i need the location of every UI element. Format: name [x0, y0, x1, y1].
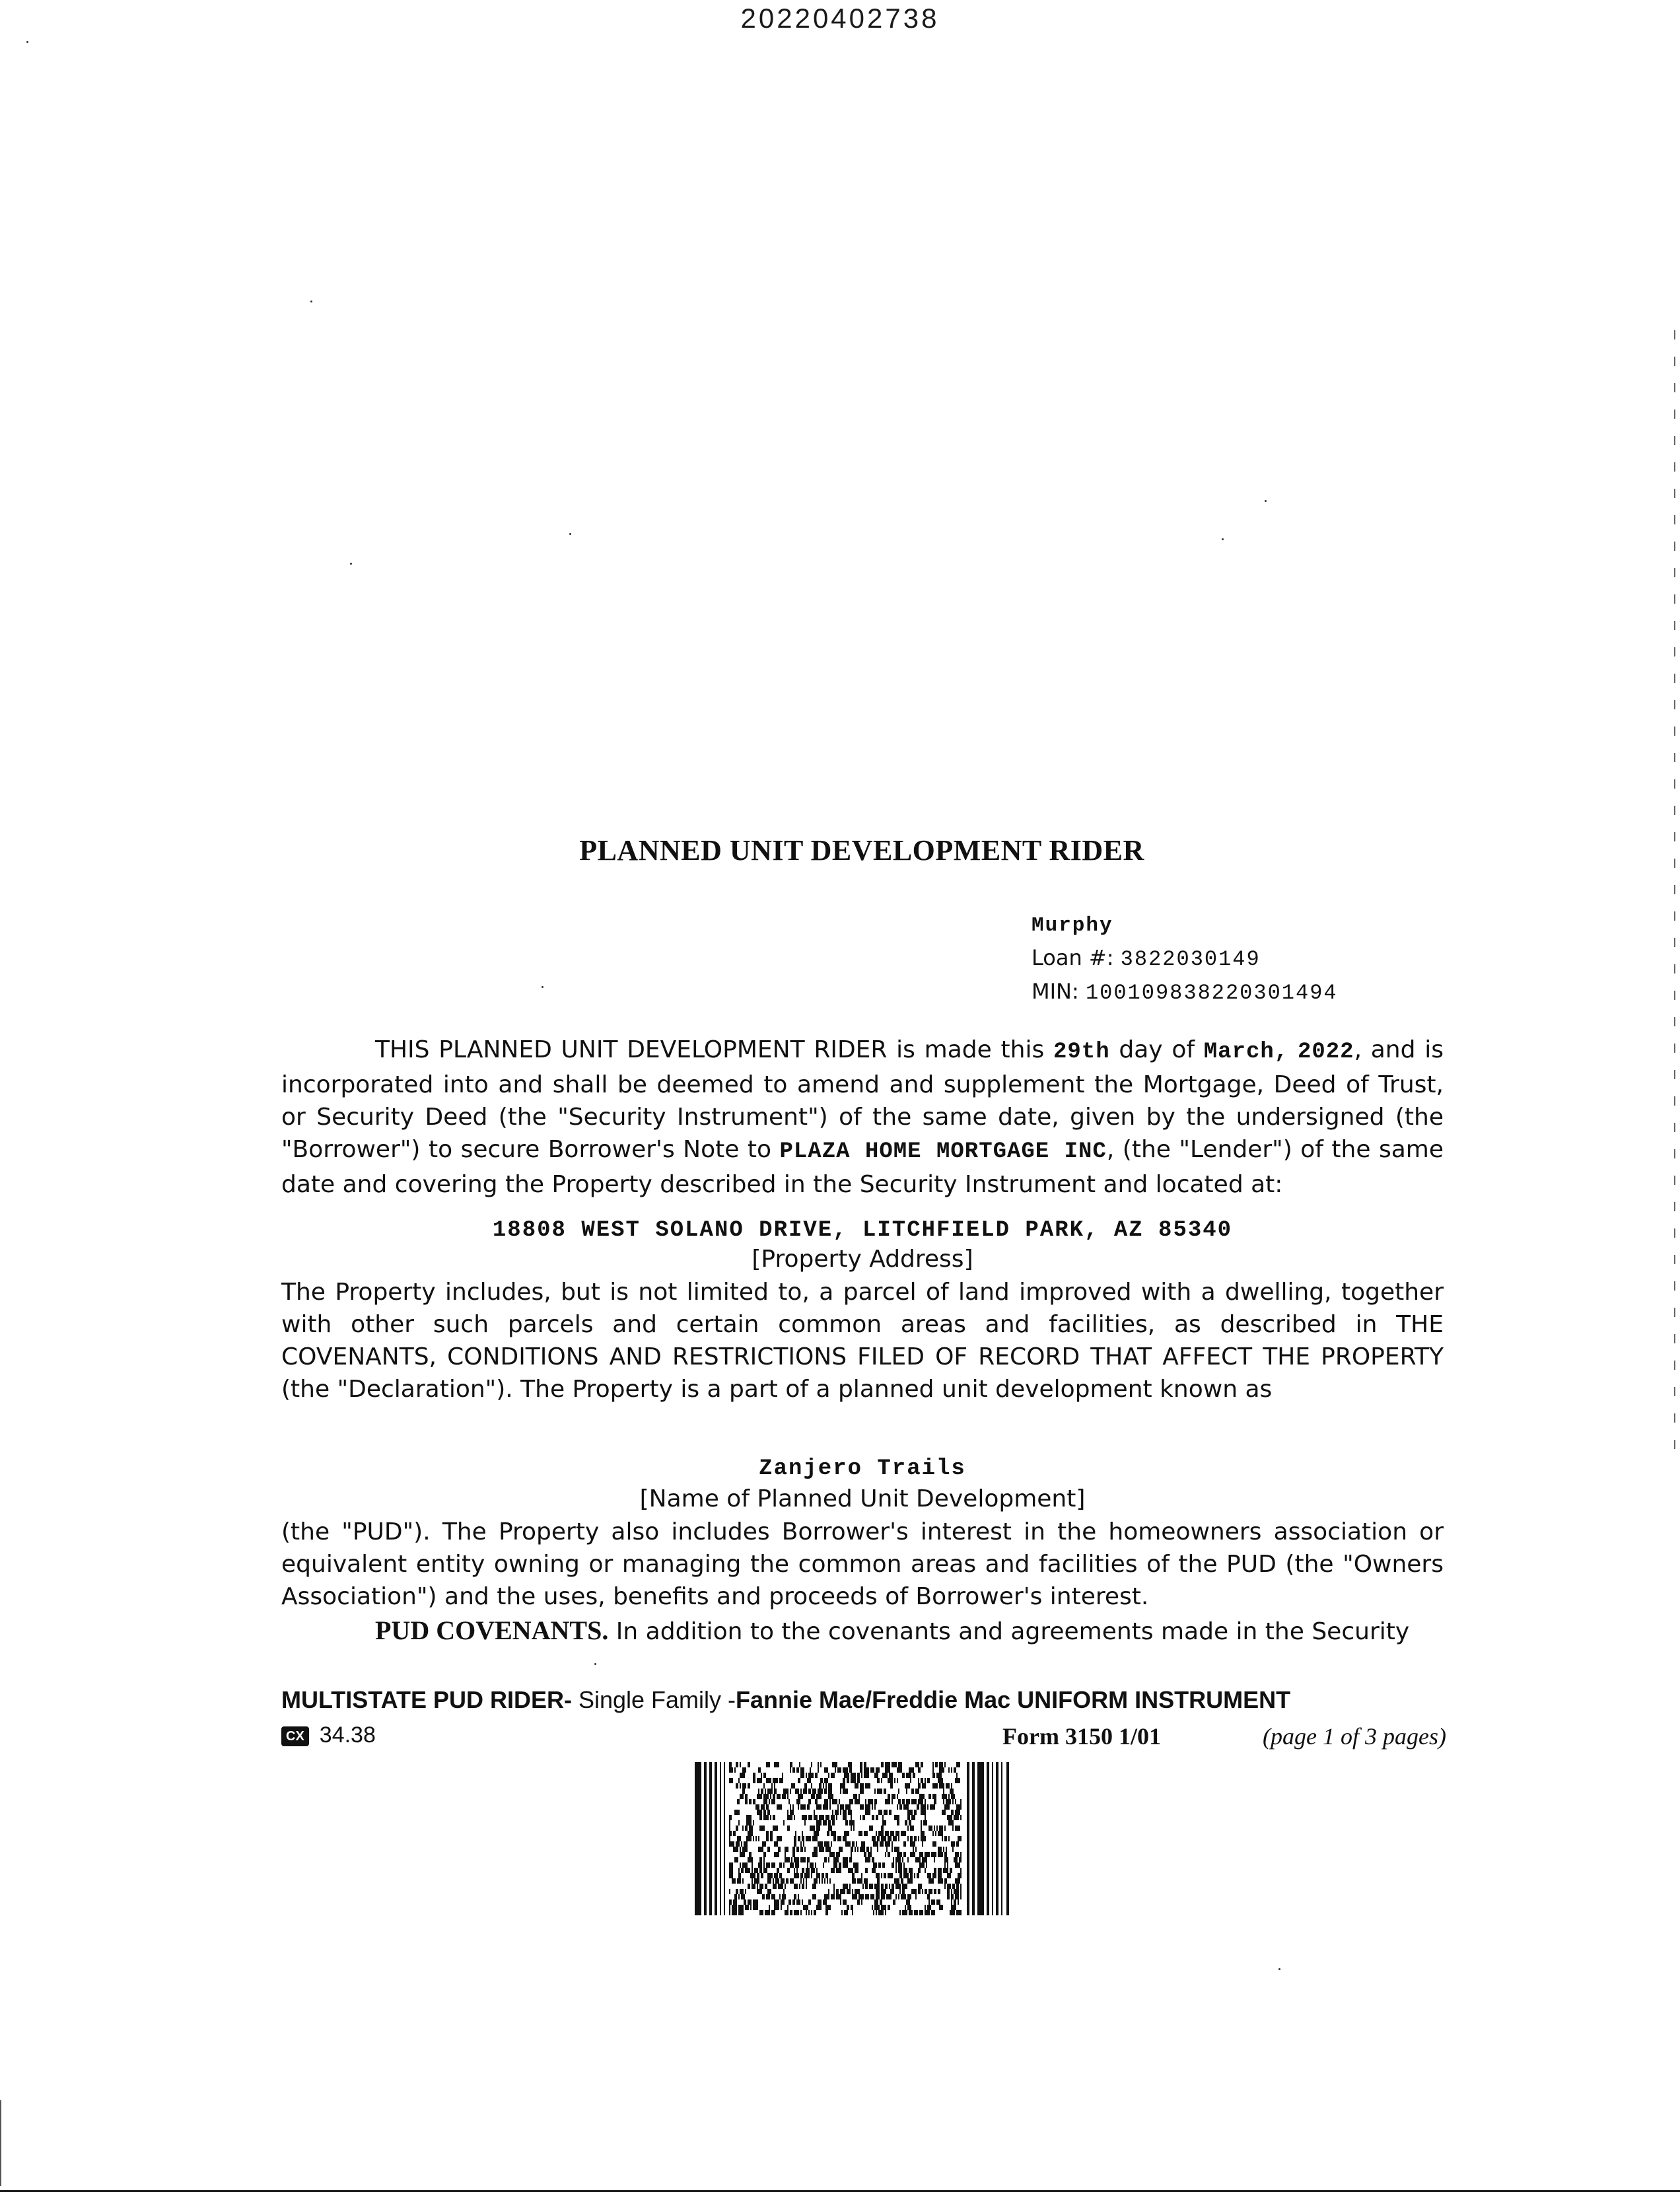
rider-family: Single Family - — [571, 1686, 736, 1713]
property-address-value: 18808 WEST SOLANO DRIVE, LITCHFIELD PARK, AZ 85340 — [492, 1218, 1233, 1243]
pud-name — [281, 1450, 1444, 1485]
scan-bottom-edge — [0, 2190, 1680, 2192]
pud-covenants-heading: PUD COVENANTS. — [375, 1615, 609, 1645]
intro-paragraph — [281, 1034, 1444, 1201]
pud-covenants-text: In addition to the covenants and agreements made in the Security — [608, 1618, 1410, 1645]
form-vendor-logo: CX — [281, 1726, 309, 1746]
scan-edge-mark-left — [0, 2100, 1, 2186]
rider-type: MULTISTATE PUD RIDER- — [281, 1686, 572, 1713]
min-number-row — [1032, 975, 1338, 1009]
form-id: Form 3150 1/01 — [1002, 1723, 1161, 1750]
intro-text-2: day of — [1109, 1036, 1204, 1063]
borrower-name: Murphy — [1032, 914, 1113, 937]
scan-edge-mark — [1674, 330, 1675, 1453]
rider-month: March, — [1203, 1040, 1289, 1065]
owners-association-paragraph: (the "PUD"). The Property also includes Borrower's interest in the homeowners association or equivalent entity owning or managing the common areas and facilities of the PUD (the "Owners Association") and the uses, benefits and proceeds of Borrower's interest. — [281, 1518, 1444, 1610]
pud-covenants-paragraph — [281, 1614, 1444, 1648]
loan-reference-block — [1032, 910, 1338, 1009]
page-title: PLANNED UNIT DEVELOPMENT RIDER — [579, 834, 1144, 867]
rider-day: 29th — [1053, 1040, 1110, 1065]
rider-year: 2022 — [1297, 1040, 1354, 1065]
form-version: 34.38 — [319, 1722, 376, 1748]
form-description — [281, 1686, 1446, 1714]
form-footer — [281, 1722, 1446, 1748]
page-info: (page 1 of 3 pages) — [1263, 1723, 1446, 1750]
min-number: 100109838220301494 — [1085, 981, 1338, 1005]
pud-name-value: Zanjero Trails — [759, 1456, 966, 1481]
intro-text-4: , (the "Lender") of the same date and covering the Property described in the Security Instrument and located at: — [281, 1136, 1444, 1198]
recording-number: 20220402738 — [740, 3, 940, 34]
declaration-paragraph: The Property includes, but is not limited to, a parcel of land improved with a dwelling, together with other such parcels and certain common areas and facilities, as described in THE COVENANTS, CONDITIONS AND RESTRICTIONS FILED OF RECORD THAT AFFECT THE PROPERTY (the "Declaration"). The Property is a part of a planned unit development known as — [281, 1279, 1444, 1403]
min-label: MIN: — [1032, 979, 1086, 1004]
loan-number: 3822030149 — [1120, 947, 1261, 972]
property-address — [281, 1212, 1444, 1247]
loan-number-row — [1032, 942, 1338, 975]
pdf417-barcode-image — [695, 1762, 1013, 1915]
loan-label: Loan #: — [1032, 945, 1121, 970]
intro-text-1: THIS PLANNED UNIT DEVELOPMENT RIDER is made this — [375, 1036, 1053, 1063]
property-address-caption: [Property Address] — [752, 1246, 973, 1273]
pud-name-caption: [Name of Planned Unit Development] — [639, 1485, 1086, 1512]
instrument-type: Fannie Mae/Freddie Mac UNIFORM INSTRUMENT — [736, 1686, 1291, 1713]
intro-text-3: , and is incorporated into and shall be deemed to amend and supplement the Mortgage, Deed of Trust, or Security Deed (the "Security Instrument") of the same date, given by the undersigned (the "Borrower") to secure Borrower's Note to — [281, 1036, 1444, 1163]
lender-name: PLAZA HOME MORTGAGE INC — [779, 1139, 1107, 1164]
